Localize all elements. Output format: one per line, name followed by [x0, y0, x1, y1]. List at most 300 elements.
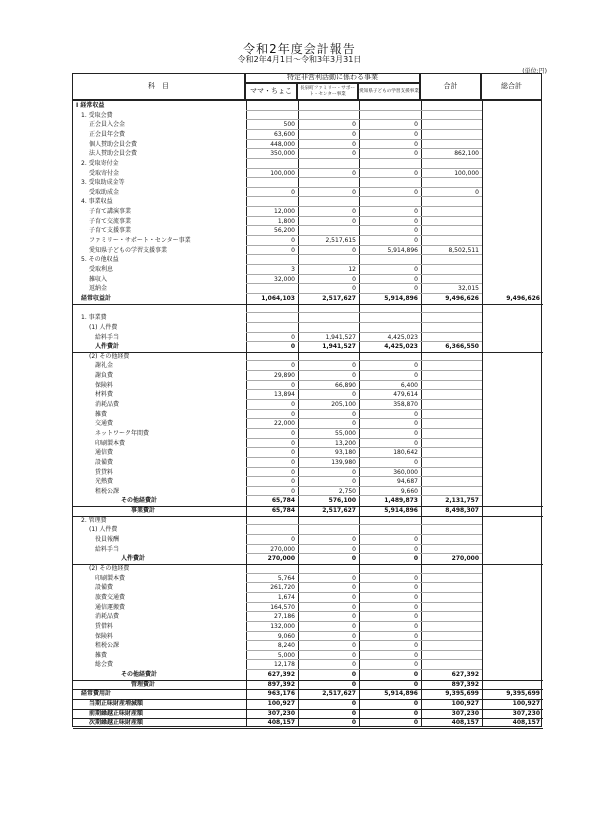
- cell-b: 0: [352, 246, 356, 254]
- table-row: [73, 487, 543, 497]
- table-row: [73, 159, 543, 169]
- cell-b: 139,980: [331, 458, 356, 466]
- cell-a: 0: [291, 458, 295, 466]
- row-label: 5. その他収益: [81, 256, 119, 264]
- table-row: [73, 400, 543, 410]
- table-row: [73, 265, 543, 275]
- header-group: 特定非営利活動に係わる事業: [245, 73, 420, 83]
- table-row: [73, 468, 543, 478]
- cell-a: 963,176: [267, 690, 295, 698]
- row-label: (1) 人件費: [89, 323, 118, 331]
- cell-b: 0: [351, 719, 356, 727]
- row-label: 保険料: [95, 381, 114, 389]
- cell-c: 0: [414, 584, 418, 592]
- cell-b: 0: [351, 700, 356, 708]
- cell-c: 0: [413, 709, 418, 717]
- cell-c: 0: [414, 217, 418, 225]
- cell-b: 13,200: [335, 439, 356, 447]
- cell-a: 1,800: [277, 217, 295, 225]
- cell-c: 0: [414, 536, 418, 544]
- table-row: [73, 111, 543, 121]
- table-row: [73, 525, 543, 535]
- cell-c: 0: [414, 285, 418, 293]
- row-label: 人件費計: [95, 343, 120, 351]
- cell-b: 0: [352, 420, 356, 428]
- cell-b: 0: [352, 121, 356, 129]
- table-row: [73, 660, 543, 670]
- cell-a: 5,000: [277, 651, 295, 659]
- cell-a: 261,720: [270, 584, 295, 592]
- cell-d: 862,100: [454, 150, 479, 158]
- cell-c: 0: [414, 603, 418, 611]
- row-label: 交通費: [95, 420, 114, 428]
- cell-b: 0: [352, 468, 356, 476]
- cell-c: 5,914,896: [384, 507, 418, 515]
- cell-c: 0: [414, 429, 418, 437]
- row-label: 光熱費: [95, 478, 114, 486]
- cell-b: 0: [351, 709, 356, 717]
- cell-c: 5,914,896: [387, 246, 418, 254]
- row-label: 印刷製本費: [95, 574, 126, 582]
- report-period: 令和2年4月1日～令和3年3月31日: [237, 55, 362, 64]
- cell-c: 0: [413, 671, 418, 679]
- cell-c: 4,425,023: [384, 343, 418, 351]
- cell-d: 6,366,550: [445, 343, 479, 351]
- table-row: [73, 593, 543, 603]
- cell-a: 63,600: [274, 130, 295, 138]
- row-label: 受取利息: [89, 265, 114, 273]
- cell-c: 0: [414, 613, 418, 621]
- cell-a: 0: [290, 343, 295, 351]
- cell-b: 55,000: [335, 429, 356, 437]
- report-table: [72, 100, 542, 727]
- cell-a: 270,000: [270, 545, 295, 553]
- table-row: [73, 275, 543, 285]
- cell-b: 205,100: [331, 401, 356, 409]
- cell-c: 360,000: [393, 468, 418, 476]
- cell-c: 479,614: [393, 391, 418, 399]
- cell-a: 29,890: [274, 372, 295, 380]
- cell-d: 32,015: [458, 285, 479, 293]
- row-label: 設備費: [95, 458, 114, 466]
- row-label: 次期繰越正味財産額: [89, 719, 144, 727]
- cell-b: 12: [348, 265, 356, 273]
- cell-b: 0: [352, 545, 356, 553]
- row-label: その他経費計: [121, 671, 158, 679]
- cell-c: 0: [414, 208, 418, 216]
- table-row: [73, 603, 543, 613]
- cell-a: 0: [291, 246, 295, 254]
- cell-a: 3: [291, 265, 295, 273]
- cell-c: 0: [414, 121, 418, 129]
- cell-a: 0: [291, 401, 295, 409]
- cell-a: 12,178: [274, 661, 295, 669]
- cell-d: 270,000: [451, 555, 479, 563]
- cell-e: 9,496,626: [506, 294, 540, 302]
- cell-b: 0: [352, 391, 356, 399]
- cell-b: 0: [352, 410, 356, 418]
- cell-d: 8,498,307: [445, 507, 479, 515]
- row-label: 雑費: [95, 410, 108, 418]
- row-label: ネットワーク年間費: [95, 429, 150, 437]
- cell-d: 897,392: [451, 680, 479, 688]
- table-row: [73, 381, 543, 391]
- row-label: 賃貸料: [95, 468, 114, 476]
- cell-c: 0: [414, 362, 418, 370]
- row-label: 材料費: [95, 391, 114, 399]
- table-row: [73, 313, 543, 323]
- cell-a: 0: [291, 487, 295, 495]
- cell-a: 0: [291, 188, 295, 196]
- row-label: 謝負費: [95, 372, 114, 380]
- cell-a: 0: [291, 439, 295, 447]
- row-label: 3. 受取助成金等: [81, 179, 125, 187]
- cell-a: 627,392: [267, 671, 295, 679]
- cell-c: 0: [414, 410, 418, 418]
- cell-b: 1,941,527: [325, 333, 356, 341]
- cell-b: 0: [352, 362, 356, 370]
- cell-a: 0: [291, 468, 295, 476]
- cell-a: 350,000: [270, 150, 295, 158]
- row-label: 当期正味財産増減額: [89, 700, 144, 708]
- cell-c: 0: [414, 632, 418, 640]
- cell-a: 56,200: [274, 227, 295, 235]
- row-label: 謝礼金: [95, 362, 114, 370]
- cell-b: 0: [352, 217, 356, 225]
- table-row: [73, 390, 543, 400]
- cell-b: 1,941,527: [322, 343, 356, 351]
- cell-c: 0: [414, 188, 418, 196]
- cell-b: 0: [352, 285, 356, 293]
- cell-b: 0: [351, 671, 356, 679]
- table-row: [73, 651, 543, 661]
- row-label: 2. 管理費: [81, 516, 107, 524]
- row-label: 総会費: [95, 661, 114, 669]
- cell-b: 0: [352, 150, 356, 158]
- row-label: 経常費用計: [81, 690, 112, 698]
- table-row: [73, 255, 543, 265]
- table-row: [73, 632, 543, 642]
- row-label: 給料手当: [95, 333, 120, 341]
- table-row: [73, 323, 543, 333]
- cell-a: 0: [291, 381, 295, 389]
- table-row: [73, 641, 543, 651]
- row-label: 4. 事業収益: [81, 198, 113, 206]
- cell-e: 408,157: [512, 719, 540, 727]
- table-row: [73, 333, 543, 343]
- cell-a: 0: [291, 410, 295, 418]
- table-row: [73, 197, 543, 207]
- cell-a: 0: [291, 429, 295, 437]
- table-row: [73, 352, 543, 362]
- cell-b: 0: [352, 603, 356, 611]
- row-label: (1) 人件費: [89, 526, 118, 534]
- cell-a: 0: [291, 449, 295, 457]
- cell-e: 307,230: [512, 709, 540, 717]
- cell-c: 0: [413, 700, 418, 708]
- table-row: [73, 304, 543, 314]
- cell-c: 0: [414, 169, 418, 177]
- table-row: [73, 564, 543, 574]
- cell-a: 65,784: [271, 497, 295, 505]
- cell-a: 897,392: [267, 680, 295, 688]
- row-label: 法人賛助会員会費: [89, 150, 138, 158]
- cell-a: 0: [291, 237, 295, 245]
- cell-b: 0: [352, 478, 356, 486]
- table-row: [73, 361, 543, 371]
- cell-b: 0: [352, 584, 356, 592]
- table-row: [73, 226, 543, 236]
- cell-b: 0: [352, 613, 356, 621]
- row-label: 通信運搬費: [95, 603, 126, 611]
- cell-c: 4,425,023: [387, 333, 418, 341]
- table-row: [73, 284, 543, 294]
- cell-c: 0: [414, 140, 418, 148]
- row-label: Ⅰ 経常収益: [76, 102, 105, 109]
- cell-a: 8,240: [277, 642, 295, 650]
- row-label: 前期繰越正味財産額: [89, 709, 144, 717]
- table-row: [73, 419, 543, 429]
- cell-c: 0: [413, 719, 418, 727]
- cell-c: 5,914,896: [384, 690, 418, 698]
- cell-c: 0: [414, 420, 418, 428]
- table-row: [73, 236, 543, 246]
- row-label: 保険料: [95, 632, 114, 640]
- cell-a: 9,060: [277, 632, 295, 640]
- row-label: (2) その他経費: [89, 565, 130, 572]
- cell-b: 0: [352, 130, 356, 138]
- cell-c: 0: [414, 130, 418, 138]
- cell-d: 9,395,699: [445, 690, 479, 698]
- cell-b: 2,517,627: [322, 507, 356, 515]
- table-row: [73, 217, 543, 227]
- row-label: 雑収入: [89, 275, 108, 283]
- cell-c: 0: [414, 265, 418, 273]
- cell-b: 0: [352, 188, 356, 196]
- report-title: 令和2年度会計報告: [243, 42, 356, 56]
- cell-c: 0: [414, 651, 418, 659]
- table-row: [73, 140, 543, 150]
- table-row: [73, 622, 543, 632]
- table-row: [73, 169, 543, 179]
- cell-c: 0: [413, 680, 418, 688]
- cell-c: 0: [414, 642, 418, 650]
- row-label: 消耗品費: [95, 613, 120, 621]
- row-label: (2) その他経費: [89, 352, 130, 360]
- row-label: ファミリー・サポート・センター事業: [89, 237, 191, 245]
- row-label: 子育て交流事業: [89, 217, 132, 225]
- cell-b: 0: [351, 680, 356, 688]
- row-label: 2. 受取寄付金: [81, 159, 119, 167]
- row-label: 給料手当: [95, 545, 120, 553]
- cell-a: 1,064,103: [261, 294, 295, 302]
- table-row: [73, 101, 543, 111]
- table-row: [73, 429, 543, 439]
- row-label: 消耗品費: [95, 401, 120, 409]
- row-label: 正会員入会金: [89, 121, 126, 129]
- cell-c: 9,660: [400, 487, 418, 495]
- row-label: 人件費計: [121, 555, 146, 563]
- table-row: [73, 718, 543, 729]
- cell-b: 0: [352, 140, 356, 148]
- cell-b: 0: [352, 169, 356, 177]
- header-col-mamachoko: ママ・ちょこ: [245, 83, 297, 100]
- table-row: [73, 612, 543, 622]
- cell-c: 94,687: [397, 478, 418, 486]
- row-label: 1. 事業費: [81, 314, 107, 322]
- cell-a: 448,000: [270, 140, 295, 148]
- table-row: [73, 149, 543, 159]
- row-label: 受取寄付金: [89, 169, 120, 177]
- table-row: [73, 439, 543, 449]
- cell-a: 32,000: [274, 275, 295, 283]
- cell-d: 100,000: [454, 169, 479, 177]
- cell-b: 0: [352, 372, 356, 380]
- row-label: 経常収益計: [81, 294, 112, 302]
- cell-b: 576,100: [328, 497, 356, 505]
- row-label: 個人賛助会員会費: [89, 140, 138, 148]
- cell-c: 0: [414, 458, 418, 466]
- table-row: [73, 371, 543, 381]
- unit-label: (単位:円): [522, 68, 547, 75]
- row-label: その他経費計: [121, 497, 158, 505]
- table-header: [72, 73, 542, 100]
- cell-a: 164,570: [270, 603, 295, 611]
- cell-c: 6,400: [400, 381, 418, 389]
- cell-a: 132,000: [270, 622, 295, 630]
- cell-b: 0: [352, 536, 356, 544]
- cell-b: 0: [352, 642, 356, 650]
- table-row: [73, 178, 543, 188]
- cell-c: 0: [414, 545, 418, 553]
- cell-d: 307,230: [451, 709, 479, 717]
- cell-a: 100,927: [267, 700, 295, 708]
- cell-a: 408,157: [267, 719, 295, 727]
- row-label: 管理費計: [131, 680, 156, 688]
- cell-a: 270,000: [267, 555, 295, 563]
- cell-c: 180,642: [393, 449, 418, 457]
- cell-a: 1,674: [277, 593, 295, 601]
- row-label: 旅費交通費: [95, 593, 126, 601]
- row-label: 租税公課: [95, 487, 120, 495]
- header-grand-total: 総合計: [481, 73, 542, 100]
- cell-b: 0: [352, 651, 356, 659]
- cell-b: 66,890: [335, 381, 356, 389]
- table-row: [73, 574, 543, 584]
- cell-a: 0: [291, 478, 295, 486]
- cell-a: 307,230: [267, 709, 295, 717]
- table-row: [73, 188, 543, 198]
- cell-c: 0: [414, 661, 418, 669]
- row-label: 印刷製本費: [95, 439, 126, 447]
- cell-b: 0: [352, 661, 356, 669]
- cell-d: 0: [475, 188, 479, 196]
- cell-a: 27,186: [274, 613, 295, 621]
- row-label: 賃借料: [95, 622, 114, 630]
- cell-b: 2,517,615: [325, 237, 356, 245]
- cell-d: 2,131,757: [445, 497, 479, 505]
- row-label: 1. 受取会費: [81, 111, 113, 119]
- cell-a: 0: [291, 333, 295, 341]
- row-label: 子育て講演事業: [89, 208, 132, 216]
- cell-a: 100,000: [270, 169, 295, 177]
- cell-b: 0: [351, 555, 356, 563]
- table-row: [73, 448, 543, 458]
- cell-c: 0: [414, 593, 418, 601]
- header-col-family-support: 長泉町ファミリー・サポート・センター事業: [297, 83, 358, 100]
- cell-b: 0: [352, 593, 356, 601]
- table-row: [73, 410, 543, 420]
- cell-e: 9,395,699: [506, 690, 540, 698]
- cell-d: 100,927: [451, 700, 479, 708]
- row-label: 正会員年会費: [89, 130, 126, 138]
- cell-c: 5,914,896: [384, 294, 418, 302]
- cell-d: 8,502,511: [448, 246, 479, 254]
- cell-b: 0: [352, 275, 356, 283]
- table-row: [73, 246, 543, 256]
- cell-a: 65,784: [271, 507, 295, 515]
- table-row: [73, 130, 543, 140]
- row-label: 設備費: [95, 584, 114, 592]
- cell-c: 358,870: [393, 401, 418, 409]
- cell-c: 0: [414, 574, 418, 582]
- cell-a: 0: [291, 362, 295, 370]
- table-row: [73, 583, 543, 593]
- cell-c: 0: [414, 439, 418, 447]
- row-label: 子育て支援事業: [89, 227, 132, 235]
- table-row: [73, 207, 543, 217]
- cell-d: 408,157: [451, 719, 479, 727]
- cell-c: 0: [414, 622, 418, 630]
- cell-c: 1,489,873: [384, 497, 418, 505]
- row-label: 愛知県子どもの学習支援事業: [89, 246, 168, 254]
- cell-b: 0: [352, 574, 356, 582]
- cell-a: 500: [283, 121, 295, 129]
- row-label: 租税公課: [95, 642, 120, 650]
- cell-c: 0: [414, 237, 418, 245]
- cell-e: 100,927: [512, 700, 540, 708]
- row-label: 返納金: [89, 285, 108, 293]
- cell-b: 0: [352, 208, 356, 216]
- cell-c: 0: [413, 555, 418, 563]
- row-label: 受取助成金: [89, 188, 120, 196]
- cell-b: 2,517,627: [322, 294, 356, 302]
- table-row: [73, 458, 543, 468]
- cell-a: 0: [291, 536, 295, 544]
- table-row: [73, 545, 543, 555]
- cell-d: 627,392: [451, 671, 479, 679]
- cell-b: 2,750: [338, 487, 356, 495]
- row-label: 雑費: [95, 651, 108, 659]
- table-row: [73, 516, 543, 526]
- cell-c: 0: [414, 275, 418, 283]
- cell-b: 0: [352, 632, 356, 640]
- row-label: 役員報酬: [95, 536, 120, 544]
- header-total: 合計: [420, 73, 481, 100]
- cell-a: 5,764: [277, 574, 295, 582]
- row-label: 事業費計: [131, 507, 156, 515]
- cell-d: 9,496,626: [445, 294, 479, 302]
- table-row: [73, 120, 543, 130]
- cell-b: 93,180: [335, 449, 356, 457]
- cell-a: 13,894: [274, 391, 295, 399]
- cell-b: 2,517,627: [322, 690, 356, 698]
- header-col-aichi-study: 愛知県子どもの学習支援事業: [358, 83, 420, 100]
- cell-c: 0: [414, 227, 418, 235]
- cell-c: 0: [414, 372, 418, 380]
- row-label: 通信費: [95, 449, 114, 457]
- header-item: 科 目: [72, 73, 245, 100]
